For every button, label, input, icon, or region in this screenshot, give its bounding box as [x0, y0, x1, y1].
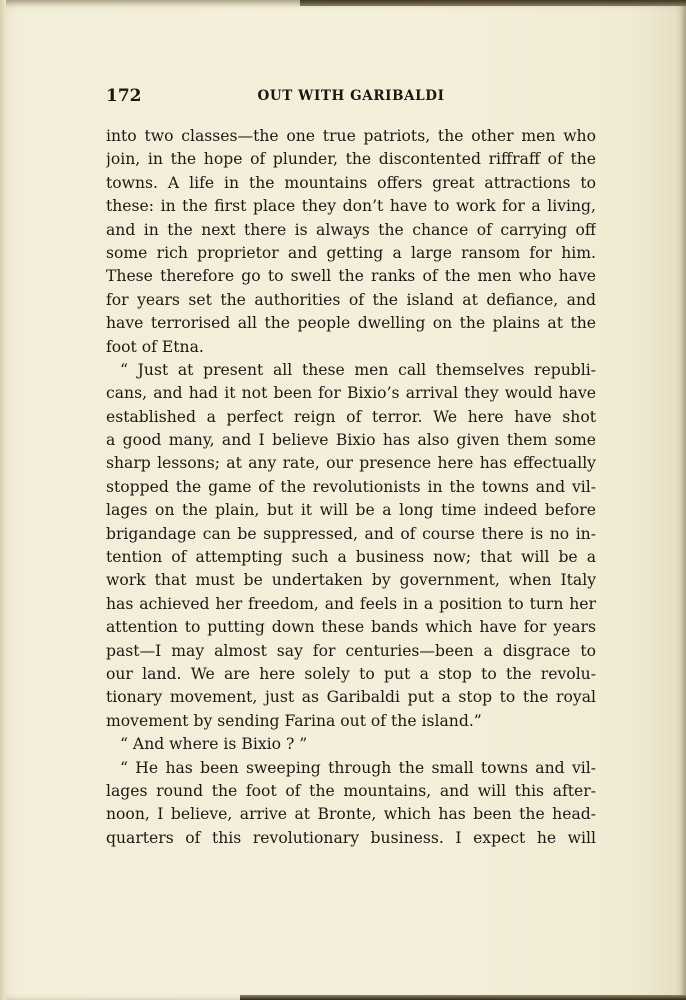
text-line: work that must be undertaken by government, when Italy — [106, 571, 596, 590]
text-line: has achieved her freedom, and feels in a position to turn her — [106, 594, 596, 613]
text-line: have terrorised all the people dwelling on the plains at the — [106, 314, 596, 333]
text-line: noon, I believe, arrive at Bronte, which has been the head- — [106, 805, 596, 824]
text-line: our land. We are here solely to put a stop to the revolu- — [106, 664, 596, 683]
page-left-margin — [0, 0, 6, 1000]
text-line: movement by sending Farina out of the island.” — [106, 711, 482, 730]
text-line: and in the next there is always the chance of carrying off — [106, 220, 596, 239]
text-line: lages on the plain, but it will be a long time indeed before — [106, 501, 596, 520]
text-line: these: in the first place they don’t have to work for a living, — [106, 197, 596, 216]
text-line: brigandage can be suppressed, and of course there is no in- — [106, 524, 596, 543]
text-line: tention of attempting such a business now; that will be a — [106, 548, 596, 567]
running-header — [106, 86, 596, 110]
text-line: towns. A life in the mountains offers great attractions to — [106, 173, 596, 192]
text-line: attention to putting down these bands which have for years — [106, 618, 596, 637]
text-line: stopped the game of the revolutionists in the towns and vil- — [106, 477, 596, 496]
text-line: past—I may almost say for centuries—been a disgrace to — [106, 641, 596, 660]
text-line: join, in the hope of plunder, the discontented riffraff of the — [106, 150, 596, 169]
text-line: These therefore go to swell the ranks of the men who have — [106, 267, 596, 286]
text-line: “ Just at present all these men call themselves republi- — [120, 360, 596, 379]
text-line: tionary movement, just as Garibaldi put a stop to the royal — [106, 688, 596, 707]
text-line: “ And where is Bixio ? ” — [120, 735, 308, 754]
running-title: OUT WITH GARIBALDI — [257, 88, 445, 104]
text-line: into two classes—the one true patriots, the other men who — [106, 127, 596, 145]
page-number: 172 — [106, 86, 142, 106]
text-line: foot of Etna. — [106, 337, 204, 356]
text-line: a good many, and I believe Bixio has also given them some — [106, 431, 596, 450]
page-bottom-shadow — [240, 995, 686, 1000]
text-line: some rich proprietor and getting a large ransom for him. — [106, 243, 596, 262]
text-line: for years set the authorities of the island at defiance, and — [106, 290, 596, 309]
text-line: established a perfect reign of terror. We here have shot — [106, 407, 596, 426]
text-line: lages round the foot of the mountains, and will this after- — [106, 781, 596, 800]
text-line: “ He has been sweeping through the small towns and vil- — [120, 758, 596, 777]
body-text — [106, 125, 596, 850]
text-line: cans, and had it not been for Bixio’s arrival they would have — [106, 384, 596, 403]
text-line: quarters of this revolutionary business. I expect he will — [106, 828, 596, 847]
text-line: sharp lessons; at any rate, our presence here has effectually — [106, 454, 596, 473]
page-top-shadow — [300, 0, 686, 6]
